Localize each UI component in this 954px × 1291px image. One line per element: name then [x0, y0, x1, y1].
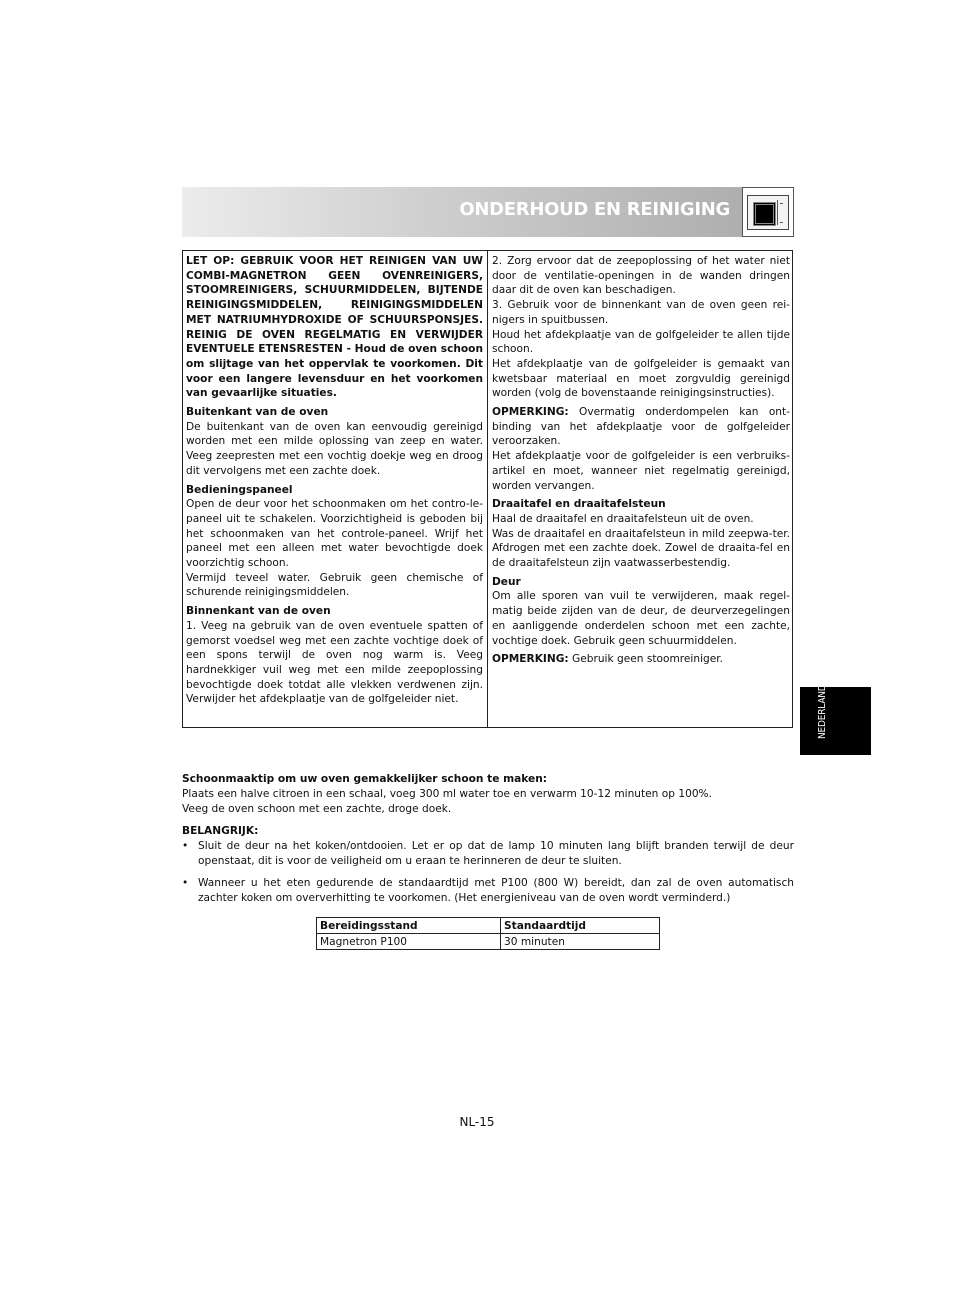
- table-cell: Magnetron P100: [317, 934, 501, 950]
- section-header: [182, 187, 794, 237]
- column-divider: [487, 251, 488, 727]
- column-header: Standaardtijd: [501, 918, 660, 934]
- table-row: [317, 934, 660, 950]
- table-cell: 30 minuten: [501, 934, 660, 950]
- cleaning-instructions-box: [182, 250, 793, 728]
- door-text: Om alle sporen van vuil te verwijderen, maak regel-matig beide zijden van de deur, de deurverzegelingen en aanliggende onderdelen schoon met een zachte, vochtige doek. Gebruik geen schuurmiddelen.: [492, 590, 790, 647]
- panel-text: Open de deur voor het schoonmaken om het contro-le-paneel uit te schakelen. Voorzichtigheid is geboden bij het schoonmaken van het controle-paneel. Wrijf het paneel met een alleen met water bevochtigde doek voorzichtig schoon.: [186, 498, 483, 570]
- list-item: [182, 839, 794, 869]
- column-header: Bereidingsstand: [317, 918, 501, 934]
- step-3-text: 3. Gebruik voor de binnenkant van de oven geen rei-nigers in spuitbussen.: [492, 299, 790, 326]
- outside-text: De buitenkant van de oven kan eenvoudig gereinigd worden met een milde oplossing van zeep en water. Veeg zeepresten met een vochtig doekje weg en droog dit vervolgens met een zachte doek.: [186, 420, 483, 477]
- consumable-text: Het afdekplaatje voor de golfgeleider is een verbruiks-artikel en moet, wanneer niet regelmatig gereinigd, worden vervangen.: [492, 450, 790, 492]
- section-title: ONDERHOUD EN REINIGING: [459, 199, 730, 220]
- microwave-oven-icon: [742, 187, 794, 237]
- outside-heading: Buitenkant van de oven: [186, 406, 329, 419]
- bullet-icon: •: [182, 877, 189, 890]
- fragile-text: Het afdekplaatje van de golfgeleider is gemaakt van kwetsbaar materiaal en moet zorgvuldig gereinigd worden (volg de bovenstaande reinigingsinstructies).: [492, 357, 790, 400]
- left-column: [186, 254, 483, 707]
- note-label: OPMERKING:: [492, 406, 569, 419]
- inside-text: 1. Veeg na gebruik van de oven eventuele spatten of gemorst voedsel weg met een zachte vochtige doek of een spons terwijl de oven nog warm is. Veeg hardnekkiger vuil weg met een milde zeepoplossing bevochtigde doek totdat alle vlekken verdwenen zijn. Verwijder het afdekplaatje van de golfgeleider niet.: [186, 619, 483, 706]
- panel-heading: Bedieningspaneel: [186, 483, 293, 496]
- note-1-text: Overmatig onderdompelen kan ont-binding van het afdekplaatje voor de golfgeleider veroorzaken.: [492, 406, 790, 448]
- cleaning-tip: [182, 772, 794, 816]
- page-number: NL-15: [459, 1115, 495, 1129]
- oven-body: [747, 195, 789, 230]
- oven-window: [753, 202, 776, 226]
- list-item-text: Wanneer u het eten gedurende de standaardtijd met P100 (800 W) bereidt, dan zal de oven automatisch zachter koken om oververhitting te voorkomen. (Het energieniveau van de oven wordt verminderd.): [198, 877, 794, 905]
- keep-clean-text: Houd het afdekplaatje van de golfgeleider te allen tijde schoon.: [492, 328, 790, 356]
- panel-text-2: Vermijd teveel water. Gebruik geen chemische of schurende reinigingsmiddelen.: [186, 571, 483, 599]
- important-heading: BELANGRIJK:: [182, 825, 259, 837]
- tip-heading: Schoonmaaktip om uw oven gemakkelijker schoon te maken:: [182, 773, 547, 785]
- tip-line-1: Plaats een halve citroen in een schaal, voeg 300 ml water toe en verwarm 10-12 minuten op 100%.: [182, 787, 712, 800]
- turntable-heading: Draaitafel en draaitafelsteun: [492, 498, 666, 511]
- warning-text: LET OP: GEBRUIK VOOR HET REINIGEN VAN UW COMBI-MAGNETRON GEEN OVENREINIGERS, STOOMREINIGERS, SCHUURMIDDELEN, BIJTENDE REINIGINGSMIDDELEN, REINIGINGSMIDDELEN MET NATRIUMHYDROXIDE OF SCHUURSPONSJES. REINIG DE OVEN REGELMATIG EN VERWIJDER EVENTUELE ETENSRESTEN - Houd de oven schoon om slijtage van het oppervlak te voorkomen. Dit voor een langere levensduur en het voorkomen van gevaarlijke situaties.: [186, 255, 483, 400]
- bullet-icon: •: [182, 839, 189, 852]
- language-tab-label: NEDERLANDS: [817, 678, 828, 739]
- list-item-text: Sluit de deur na het koken/ontdooien. Let er op dat de lamp 10 minuten lang blijft branden terwijl de deur openstaat, dit is voor de veiligheid om u eraan te herinneren de deur te sluiten.: [198, 839, 794, 867]
- list-item: [182, 876, 794, 906]
- tip-line-2: Veeg de oven schoon met een zachte, droge doek.: [182, 802, 452, 815]
- right-column: [492, 254, 790, 667]
- inside-heading: Binnenkant van de oven: [186, 605, 331, 618]
- language-tab: [800, 678, 871, 755]
- important-section: [182, 824, 794, 906]
- table-header-row: [317, 918, 660, 934]
- turntable-text-1: Haal de draaitafel en draaitafelsteun uit de oven.: [492, 512, 754, 525]
- oven-control-panel: [777, 200, 785, 225]
- note-2: [492, 652, 790, 667]
- turntable-text-2: Was de draaitafel en draaitafelsteun in mild zeepwa-ter. Afdrogen met een zachte doek. Zowel de draaita-fel en de draaitafelsteun zijn vaatwasserbestendig.: [492, 527, 790, 570]
- note-2-text: Gebruik geen stoomreiniger.: [572, 653, 724, 666]
- step-2-text: 2. Zorg ervoor dat de zeepoplossing of het water niet door de ventilatie-openingen in de wanden dringen daar dit de oven kan beschadigen.: [492, 255, 790, 297]
- door-heading: Deur: [492, 575, 521, 588]
- cooking-time-table: [316, 917, 660, 950]
- note-label: OPMERKING:: [492, 653, 569, 666]
- note-1: [492, 405, 790, 449]
